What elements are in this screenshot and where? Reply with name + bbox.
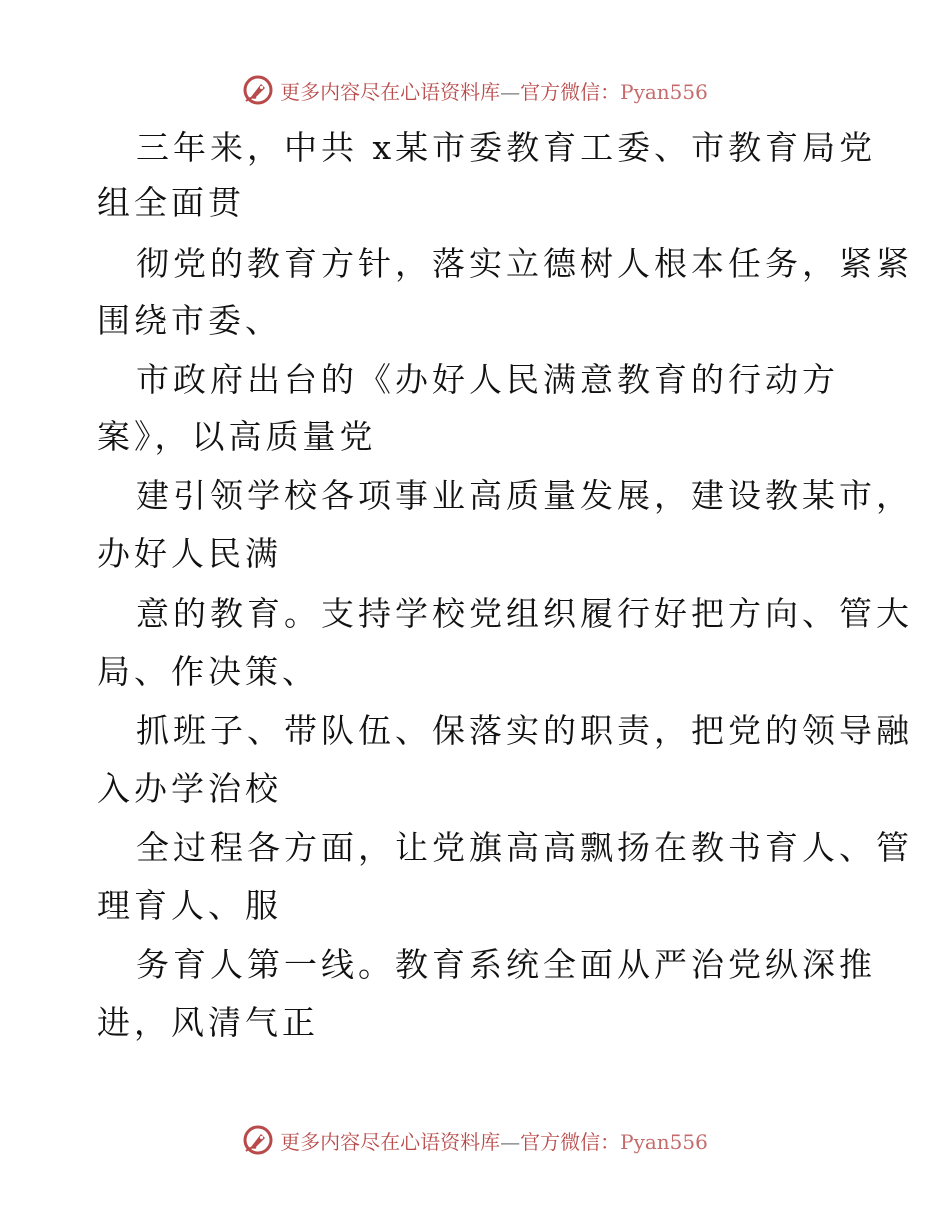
paragraph-6-continuation: 入办学治校 bbox=[97, 769, 282, 808]
banner-separator: — bbox=[500, 1129, 521, 1154]
paragraph-5-first-line: 意的教育。支持学校党组织履行好把方向、管大 bbox=[136, 594, 913, 633]
contact-label: 官方微信： bbox=[520, 1129, 621, 1154]
header-banner bbox=[0, 70, 950, 110]
paragraph-6-first-line: 抓班子、带队伍、保落实的职责，把党的领导融 bbox=[136, 711, 913, 750]
contact-handle: Pyan556 bbox=[620, 1129, 708, 1154]
paragraph-1-continuation: 组全面贯 bbox=[97, 183, 245, 222]
paragraph-8-continuation: 进，风清气正 bbox=[97, 1003, 319, 1042]
paragraph-7-first-line: 全过程各方面，让党旗高高飘扬在教书育人、管 bbox=[136, 828, 913, 867]
pen-nib-circle-icon bbox=[242, 1124, 274, 1156]
brand-text: 更多内容尽在心语资料库 bbox=[280, 79, 501, 104]
paragraph-8-first-line: 务育人第一线。教育系统全面从严治党纵深推 bbox=[136, 945, 876, 984]
paragraph-5-continuation: 局、作决策、 bbox=[97, 652, 319, 691]
banner-text bbox=[280, 1126, 708, 1155]
paragraph-1-first-line: 三年来，中共 x某市委教育工委、市教育局党 bbox=[136, 128, 877, 167]
paragraph-3-continuation: 案》，以高质量党 bbox=[97, 417, 377, 456]
banner-text bbox=[280, 76, 708, 105]
footer-banner bbox=[0, 1120, 950, 1160]
paragraph-3-first-line: 市政府出台的《办好人民满意教育的行动方 bbox=[136, 360, 839, 399]
paragraph-4-first-line: 建引领学校各项事业高质量发展，建设教某市， bbox=[136, 476, 913, 515]
banner-separator: — bbox=[500, 79, 521, 104]
paragraph-7-continuation: 理育人、服 bbox=[97, 886, 282, 925]
contact-handle: Pyan556 bbox=[620, 79, 708, 104]
brand-text: 更多内容尽在心语资料库 bbox=[280, 1129, 501, 1154]
paragraph-2-first-line: 彻党的教育方针，落实立德树人根本任务，紧紧 bbox=[136, 244, 913, 283]
paragraph-2-continuation: 围绕市委、 bbox=[97, 301, 282, 340]
pen-nib-circle-icon bbox=[242, 74, 274, 106]
paragraph-4-continuation: 办好人民满 bbox=[97, 534, 282, 573]
contact-label: 官方微信： bbox=[520, 79, 621, 104]
